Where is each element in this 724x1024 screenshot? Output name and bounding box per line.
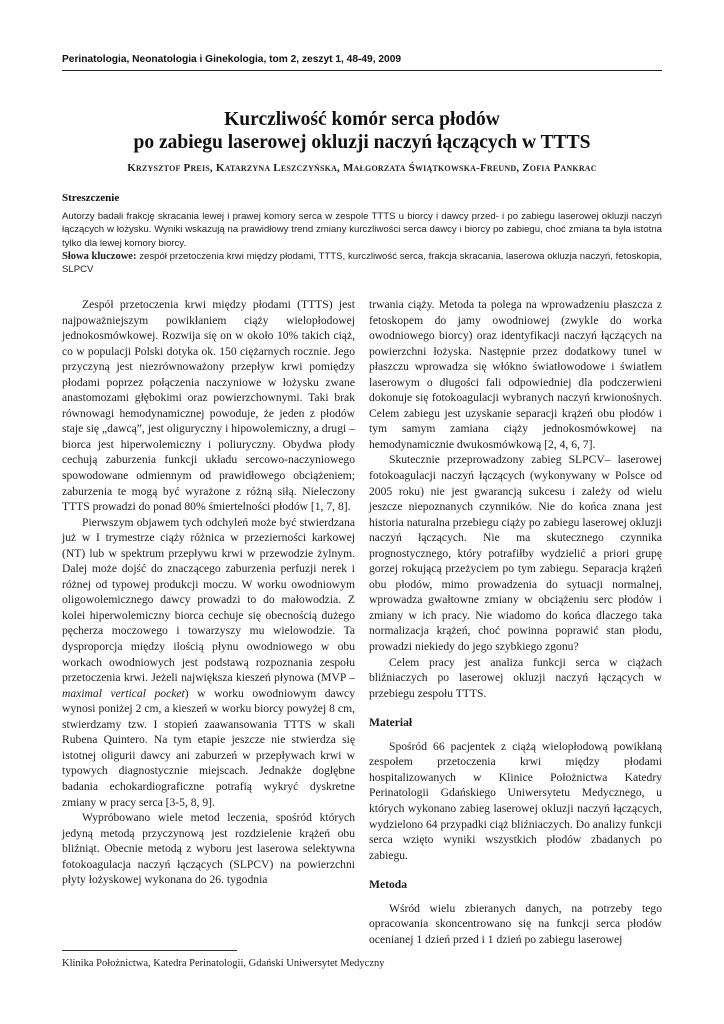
article-title bbox=[62, 108, 662, 154]
paragraph: Zespół przetoczenia krwi między płodami (TTTS) jest najpoważniejszym powikłaniem ciąży wielopłodowej jednokosmówkowej. Rozwija się on w około 10% takich ciąż, co w populacji Polski dotyka ok. 150 ciężarnych rocznie. Jego przyczyną jest niezrównoważony przepływ krwi pomiędzy płodami poprzez połączenia naczyniowe w łożysku zwane anastomozami głębokimi oraz powierzchownymi. Taki brak równowagi hemodynamicznej powoduje, że jeden z płodów staje się „dawcą”, jest oliguryczny i hipowolemiczny, a drugi – biorca jest hiperwolemiczny i poliuryczny. Obydwa płody cechują zaburzenia funkcji układu sercowo-naczyniowego spowodowane odmiennym od prawidłowego obciążeniem; zaburzenia te mogą być wyrażone z różną siłą. Nieleczony TTTS prowadzi do ponad 80% śmiertelności płodów [1, 7, 8]. bbox=[62, 298, 355, 514]
text-run: ) w worku owodniowym dawcy wynosi poniżej 2 cm, a kieszeń w worku biorcy powyżej 8 cm, stwierdzamy tzw. I stopień zaawansowania TTTS w skali Rubena Quintero. Na tym etapie jeszcze nie stwierdza się istotnej oligurii dawcy ani zaburzeń w przepływach krwi w typowych diagnostycznie miejscach. Jednakże dogłębne badania echokardiograficzne potrafią wykryć dyskretne zmiany w pracy serca [3-5, 8, 9]. bbox=[62, 686, 355, 809]
running-head: Perinatologia, Neonatologia i Ginekologia, tom 2, zeszyt 1, 48-49, 2009 bbox=[62, 53, 402, 65]
keywords-text: zespół przetoczenia krwi między płodami, TTTS, kurczliwość serca, frakcja skracania, laserowa okluzja naczyń, fetoskopia, SLPCV bbox=[62, 250, 662, 276]
authors: Krzysztof Preis, Katarzyna Leszczyńska, Małgorzata Świątkowska-Freund, Zofia Pankrac bbox=[127, 162, 597, 174]
paragraph: Spośród 66 pacjentek z ciążą wielopłodową powikłaną zespołem przetoczenia krwi między płodami hospitalizowanych w Klinice Położnictwa Katedry Perinatologii Gdańskiego Uniwersytetu Medycznego, u których wykonano zabieg laserowej okluzji naczyń łączących, wydzielono 64 przypadki ciąż bliźniaczych. Do analizy funkcji serca wzięto wyniki wszystkich płodów zbadanych po zabiegu. bbox=[369, 739, 662, 862]
paragraph: trwania ciąży. Metoda ta polega na wprowadzeniu płaszcza z fetoskopem do jamy owodniowej (zwykle do worka owodniowego biorcy) oraz identyfikacji naczyń łączących na powierzchni łożyska. Następnie przez dodatkowy tunel w płaszczu wprowadza się włókno światłowodowe i światłem laserowym o długości fali odpowiedniej dla podczerwieni dokonuje się fotokoagulacji wybranych naczyń krwionośnych. Celem zabiegu jest uzyskanie separacji krążeń obu płodów i tym samym zamiana ciąży jednokosmówkowej na hemodynamicznie dwukosmówkową [2, 4, 6, 7]. bbox=[369, 298, 662, 451]
abstract-text: Autorzy badali frakcję skracania lewej i prawej komory serca w zespole TTTS u biorcy i dawcy przed- i po zabiegu laserowej okluzji naczyń łączących w łożysku. Wyniki wskazują na prawidłowy trend zmiany kurczliwości serca dawcy i biorcy po zabiegu, choć zmiana ta była istotna tylko dla lewej komory biorcy. bbox=[62, 211, 662, 249]
paragraph: Celem pracy jest analiza funkcji serca w ciążach bliźniaczych po laserowej okluzji naczyń łączących w przebiegu zespołu TTTS. bbox=[369, 655, 662, 700]
text-run: Pierwszym objawem tych odchyleń może być stwierdzana już w I trymestrze ciąży różnica w przezierności karkowej (NT) lub w spektrum przepływu krwi w przewodzie żylnym. Dalej może dojść do znaczącego zaburzenia perfuzji nerek i różnej od typowej produkcji moczu. W worku owodniowym oligowolemicznego dawcy prowadzi to do małowodzia. Z kolei hiperwolemiczny biorca cechuje się obecnością dużego pęcherza moczowego i towarzyszy mu wielowodzie. Ta dysproporcja między ilością płynu owodniowego w obu workach owodniowych jest podstawą rozpoznania zespołu przetoczenia krwi. Jeżeli największa kieszeń płynowa (MVP – bbox=[62, 515, 355, 685]
title-line-1: Kurczliwość komór serca płodów bbox=[224, 109, 500, 130]
paragraph bbox=[62, 515, 355, 810]
section-heading-metoda: Metoda bbox=[369, 878, 407, 892]
italic-term: maximal vertical pocket bbox=[62, 686, 185, 700]
paragraph: Wypróbowano wiele metod leczenia, spośród których jedyną metodą przyczynową jest rozdzielenie krążeń obu bliźniąt. Obecnie metodą z wyboru jest laserowa selektywna fotokoagulacja naczyń łączących (SLPCV) na powierzchni płyty łożyskowej wykonana do 26. tygodnia bbox=[62, 811, 355, 887]
header-rule bbox=[62, 70, 662, 71]
title-line-2: po zabiegu laserowej okluzji naczyń łączących w TTTS bbox=[133, 132, 591, 153]
affiliation-footnote: Klinika Położnictwa, Katedra Perinatologii, Gdański Uniwersytet Medyczny bbox=[62, 958, 385, 969]
abstract-heading: Streszczenie bbox=[62, 192, 120, 204]
keywords bbox=[62, 250, 662, 276]
section-heading-material: Materiał bbox=[369, 716, 413, 730]
paragraph: Wśród wielu zbieranych danych, na potrzeby tego opracowania skoncentrowano się na funkcji serca płodów ocenianej 1 dzień przed i 1 dzień po zabiegu laserowej bbox=[369, 901, 662, 946]
paragraph: Skutecznie przeprowadzony zabieg SLPCV– laserowej fotokoagulacji naczyń łączących (wykonywany w Polsce od 2005 roku) nie jest gwarancją sukcesu i zależy od wielu jeszcze niepoznanych czynników. Nie do końca znana jest historia naturalna przebiegu ciąży po zabiegu laserowej okluzji naczyń łączących. Nie ma skutecznego czynnika prognostycznego, który potrafiłby wydzielić a priori grupę gorzej rokującą przeżyciem po tym zabiegu. Separacja krążeń obu płodów, mimo prowadzenia do sytuacji normalnej, wprowadza gwałtowne zmiany w obciążeniu serc płodów i zmiany w ich pracy. Nie wiadomo do końca dlaczego taka normalizacja krążeń, choć powinna poprawić stan płodu, prowadzi niekiedy do jego szybkiego zgonu? bbox=[369, 453, 662, 654]
right-column bbox=[369, 297, 662, 947]
footnote-rule bbox=[62, 950, 237, 951]
left-column bbox=[62, 297, 355, 888]
abstract bbox=[62, 192, 662, 276]
keywords-label: Słowa kluczowe: bbox=[62, 250, 137, 262]
